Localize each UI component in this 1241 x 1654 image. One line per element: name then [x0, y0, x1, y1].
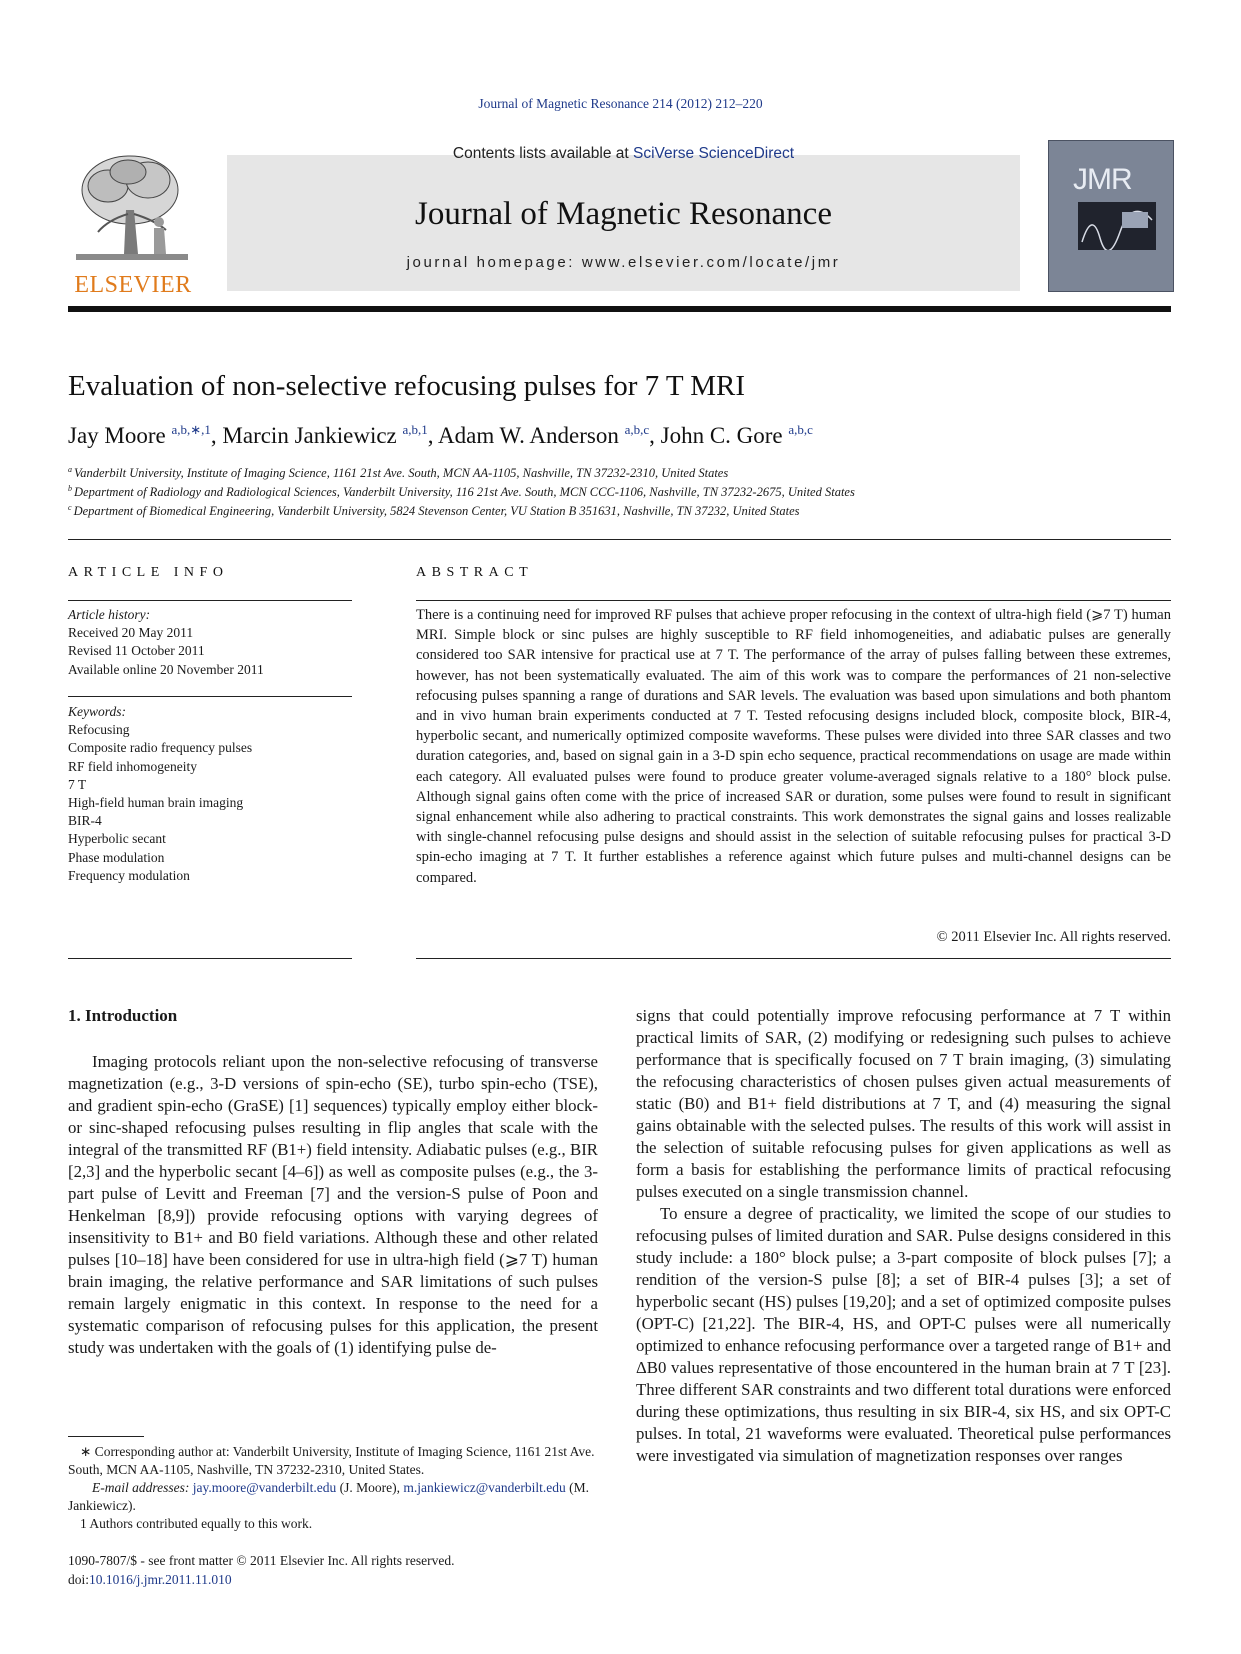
- journal-name: Journal of Magnetic Resonance: [415, 196, 832, 232]
- footnote-rule: [68, 1436, 144, 1437]
- abstract-copyright: © 2011 Elsevier Inc. All rights reserved.: [936, 929, 1171, 945]
- elsevier-tree-logo-icon: [68, 150, 196, 270]
- doi-line: [68, 1571, 598, 1590]
- body-paragraph: signs that could potentially improve refocusing performance at 7 T within practical limits of SAR, (2) modifying or redesigning such pulses to achieve performance that is specifically focused on 7 T brain imaging, (3) simulating the refocusing characteristics of chosen pulses given actual measurements of static (B0) and B1+ field distributions at 7 T, and (4) measuring the signal gains obtainable with the selected pulses. The results of this work will assist in the selection of suitable refocusing pulses for given applications as well as form a basis for establishing the performance limits of practical refocusing pulses executed on a single transmission channel.: [636, 1006, 1171, 1201]
- article-info-heading: ARTICLE INFO: [68, 565, 229, 580]
- author-separator: ,: [427, 423, 439, 448]
- journal-citation[interactable]: Journal of Magnetic Resonance 214 (2012) 212–220: [478, 96, 763, 111]
- history-label: Article history:: [68, 607, 151, 622]
- email-label: E-mail addresses:: [92, 1480, 190, 1495]
- cover-title: JMR: [1073, 163, 1132, 196]
- divider: [68, 958, 352, 959]
- contents-line: [227, 145, 1020, 163]
- sciencedirect-link[interactable]: SciVerse ScienceDirect: [632, 145, 795, 162]
- history-revised: Revised 11 October 2011: [68, 643, 205, 659]
- author-name: Marcin Jankiewicz: [222, 423, 397, 448]
- affiliation-text: Department of Biomedical Engineering, Vanderbilt University, 5824 Stevenson Center, VU Station B 351631, Nashville, TN 37232, United States: [73, 504, 800, 518]
- section-heading: 1. Introduction: [68, 1006, 178, 1025]
- author-affiliation-marks[interactable]: a,b,1: [402, 422, 428, 437]
- keywords-list: [68, 703, 348, 885]
- author-affiliation-marks[interactable]: a,b,c: [624, 422, 650, 437]
- abstract-heading: ABSTRACT: [416, 565, 534, 580]
- keyword: High-field human brain imaging: [68, 795, 244, 811]
- journal-homepage[interactable]: journal homepage: www.elsevier.com/locate/jmr: [406, 254, 841, 271]
- email-owner: (M. Jankiewicz).: [68, 1480, 590, 1513]
- keywords-label: Keywords:: [68, 704, 126, 719]
- affiliation-b: [68, 484, 855, 500]
- keyword: Frequency modulation: [68, 867, 190, 883]
- history-received: Received 20 May 2011: [68, 625, 194, 641]
- footnote-corresponding: ∗ Corresponding author at: Vanderbilt University, Institute of Imaging Science, 1161 21st Ave. South, MCN AA-1105, Nashville, TN 37232-2310, United States.: [68, 1444, 595, 1477]
- author-name: Jay Moore: [68, 423, 166, 448]
- footnotes: [68, 1443, 598, 1533]
- divider: [68, 696, 352, 697]
- keyword: Phase modulation: [68, 849, 165, 865]
- author-name: Adam W. Anderson: [438, 423, 619, 448]
- doi-prefix: doi:: [68, 1571, 90, 1587]
- author-separator: ,: [210, 423, 223, 448]
- footnote-emails: [68, 1479, 598, 1515]
- affiliation-text: Vanderbilt University, Institute of Imaging Science, 1161 21st Ave. South, MCN AA-1105, Nashville, TN 37232-2310, United States: [74, 466, 729, 480]
- author-affiliation-marks[interactable]: a,b,∗,1: [171, 422, 211, 437]
- email-owner: (J. Moore),: [339, 1480, 401, 1495]
- history-online: Available online 20 November 2011: [68, 661, 264, 677]
- footnote-equal-contribution: 1 Authors contributed equally to this work.: [80, 1516, 313, 1531]
- email-link[interactable]: m.jankiewicz@vanderbilt.edu: [403, 1480, 566, 1495]
- author-affiliation-marks[interactable]: a,b,c: [788, 422, 813, 437]
- affiliation-c: [68, 503, 800, 519]
- body-paragraph: Imaging protocols reliant upon the non-selective refocusing of transverse magnetization (e.g., 3-D versions of spin-echo (SE), turbo spin-echo (TSE), and gradient spin-echo (GraSE) [1] sequences) typically employ either block- or sinc-shaped refocusing pulses resulting in flip angles that scale with the integral of the transmitted RF (B1+) field intensity. Adiabatic pulses (e.g., BIR [2,3] and the hyperbolic secant [4–6]) as well as composite pulses (e.g., the 3-part pulse of Levitt and Freeman [7] and the version-S pulse of Poon and Henkelman [8,9]) provide refocusing options with varying degrees of insensitivity to B1+ and B0 field variations. Although these and other related pulses [10–18] have been considered for use in ultra-high field (⩾7 T) human brain imaging, the relative performance and SAR limitations of such pulses remain largely enigmatic in this context. In response to the need for a systematic comparison of refocusing pulses for this application, the present study was undertaken with the goals of (1) identifying pulse de-: [68, 1052, 598, 1357]
- author-name: John C. Gore: [660, 423, 783, 448]
- affiliation-a: [68, 465, 728, 481]
- keyword: Refocusing: [68, 722, 130, 738]
- email-link[interactable]: jay.moore@vanderbilt.edu: [192, 1480, 337, 1495]
- article-title: Evaluation of non-selective refocusing pulses for 7 T MRI: [68, 370, 746, 402]
- keyword: Hyperbolic secant: [68, 831, 166, 847]
- author-separator: ,: [649, 423, 661, 448]
- keyword: BIR-4: [68, 813, 102, 829]
- contents-prefix: Contents lists available at: [452, 145, 633, 162]
- header-rule: [68, 306, 1171, 312]
- body-column-left: [68, 1051, 598, 1359]
- article-history: [68, 606, 348, 679]
- affiliation-mark: c: [68, 503, 72, 512]
- keyword: RF field inhomogeneity: [68, 758, 197, 774]
- author-list: [68, 422, 813, 449]
- issn-line: 1090-7807/$ - see front matter © 2011 Elsevier Inc. All rights reserved.: [68, 1553, 455, 1568]
- keyword: Composite radio frequency pulses: [68, 740, 253, 756]
- affiliation-text: Department of Radiology and Radiological Sciences, Vanderbilt University, 116 21st Ave. South, MCN CCC-1106, Nashville, TN 37232-2675, United States: [74, 485, 855, 499]
- publication-meta: [68, 1552, 598, 1589]
- divider: [416, 958, 1171, 959]
- doi-link[interactable]: 10.1016/j.jmr.2011.11.010: [89, 1571, 232, 1587]
- keyword: 7 T: [68, 776, 87, 792]
- body-column-right: [636, 1005, 1171, 1467]
- abstract-text: There is a continuing need for improved RF pulses that achieve proper refocusing in the context of ultra-high field (⩾7 T) human MRI. Simple block or sinc pulses are highly susceptible to RF field inhomogeneities, and adiabatic pulses are generally considered too SAR intensive for practical use at 7 T. The performance of the array of pulses falling between these extremes, however, has not been systematically evaluated. The aim of this work was to compare the performances of 21 non-selective refocusing pulses spanning a range of durations and SAR levels. The evaluation was based upon simulations and both phantom and in vivo human brain experiments conducted at 7 T. Tested refocusing designs included block, composite block, BIR-4, hyperbolic secant, and numerically optimized composite waveforms. These pulses were divided into three SAR classes and two duration categories, and, based on signal gain in a 3-D spin echo sequence, practical recommendations on usage are made within each category. All evaluated pulses were found to produce greater volume-averaged signals relative to a 180° block pulse. Although signal gains often come with the price of increased SAR or duration, some pulses were found to result in significant signal enhancement while also adhering to practical constraints. This work demonstrates the signal gains and losses realizable with single-channel refocusing pulse designs and should assist in the selection of suitable refocusing pulses for practical 3-D spin-echo imaging at 7 T. It further establishes a reference against which future pulses and multi-channel designs can be compared.: [416, 607, 1171, 886]
- body-paragraph: To ensure a degree of practicality, we limited the scope of our studies to refocusing pulses of limited duration and SAR. Pulse designs considered in this study include: a 180° block pulse; a 3-part composite of block pulses [7]; a rendition of the version-S pulse [8]; a set of BIR-4 pulses [3]; a set of hyperbolic secant (HS) pulses [19,20]; and a set of optimized composite pulses (OPT-C) [21,22]. The BIR-4, HS, and OPT-C pulses were all numerically optimized to enhance refocusing performance over a targeted range of B1+ and ΔB0 values representative of those encountered in the human brain at 7 T [23]. Three different SAR constraints and two different total durations were enforced during these optimizations, thus resulting in six BIR-4, six HS, and six OPT-C pulses. In total, 21 waveforms were evaluated. Theoretical pulse performances were investigated via simulation of magnetization responses over ranges: [636, 1204, 1171, 1465]
- affiliation-mark: b: [68, 484, 72, 493]
- divider: [68, 600, 352, 601]
- cover-image-icon: [1078, 202, 1156, 250]
- divider: [68, 539, 1171, 540]
- divider: [416, 600, 1171, 601]
- elsevier-wordmark: ELSEVIER: [74, 272, 192, 298]
- affiliation-mark: a: [68, 465, 72, 474]
